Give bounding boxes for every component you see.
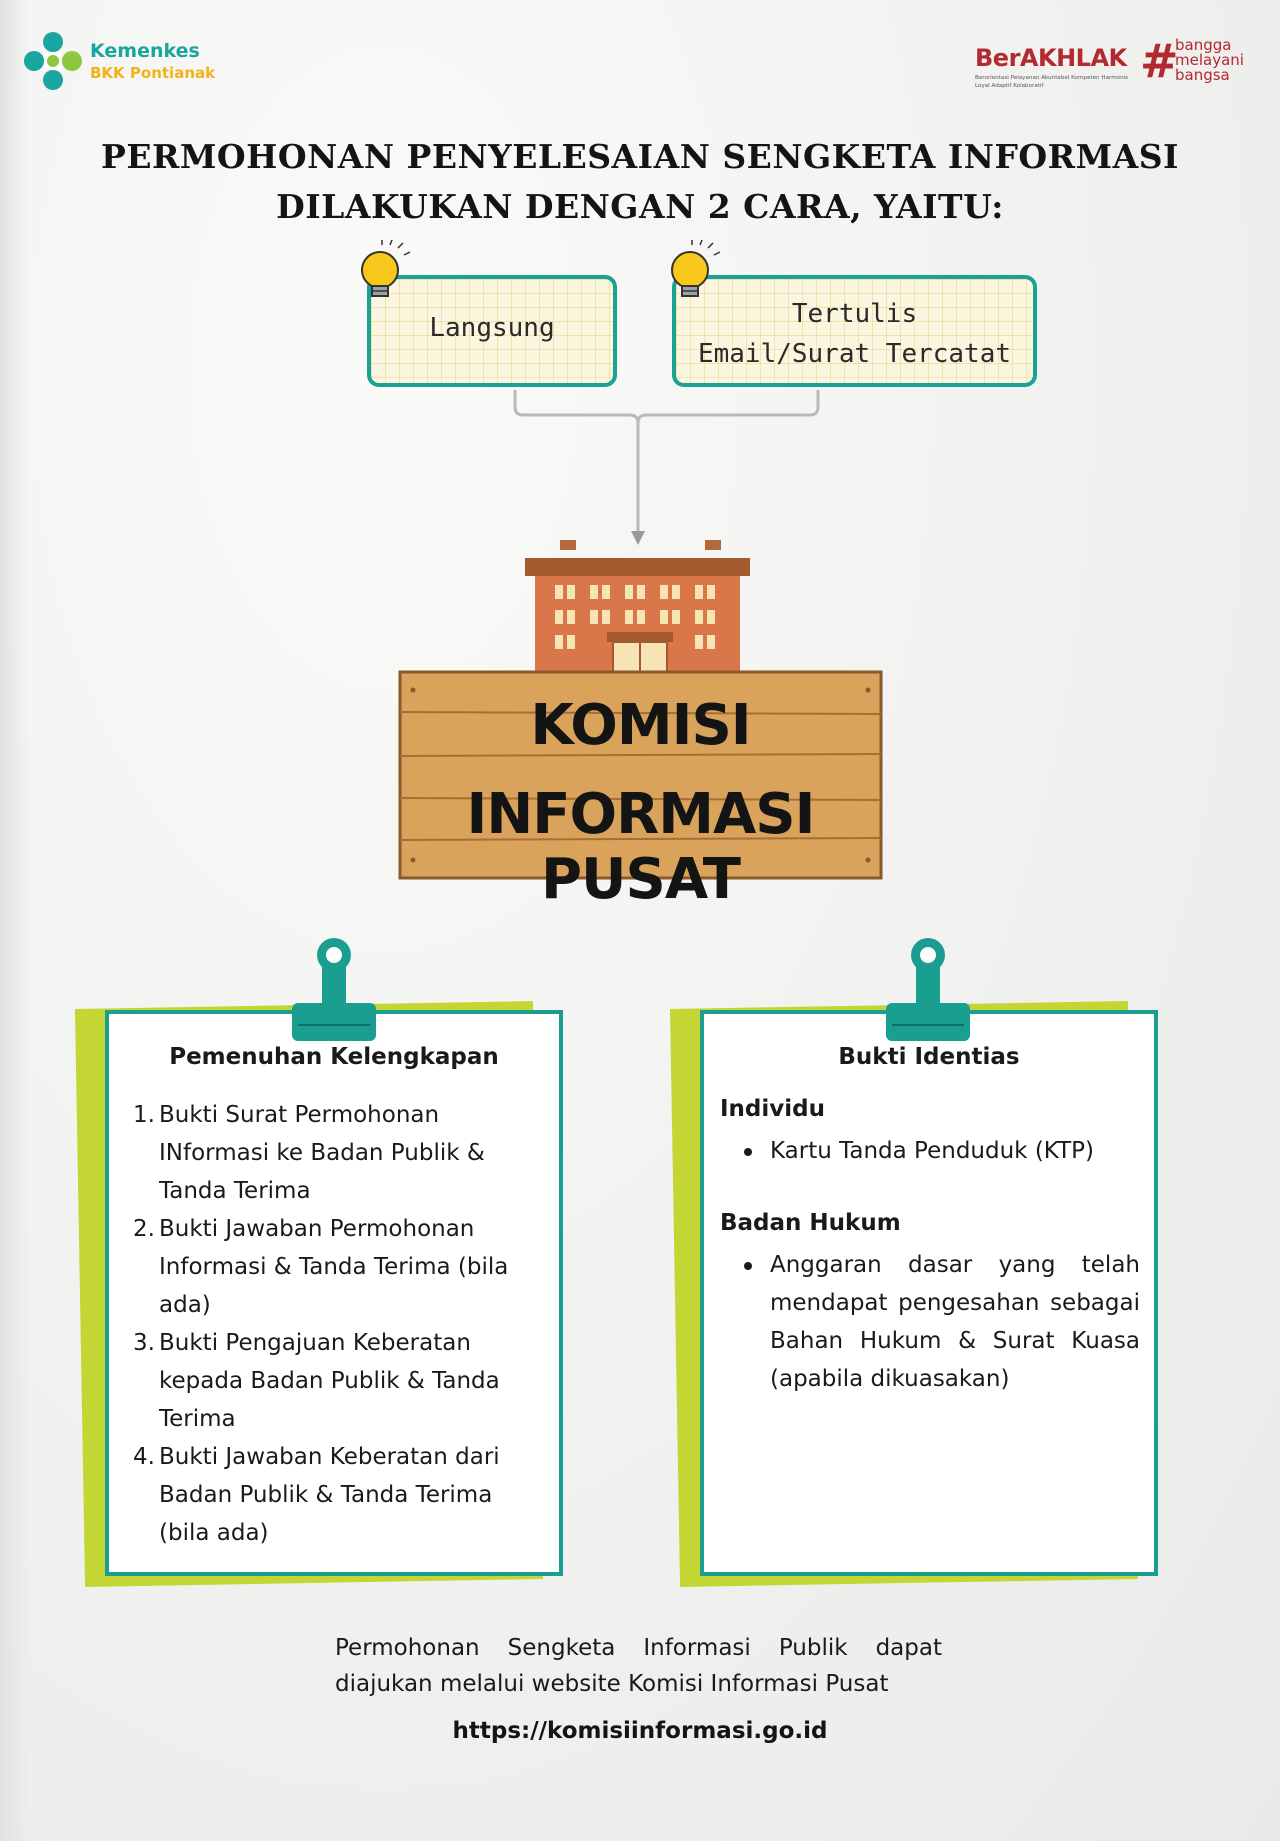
individual-heading: Individu (720, 1096, 825, 1122)
clipboard-clip-icon (878, 935, 978, 1045)
footer-text: Permohonan Sengketa Informasi Publik dapat diajukan melalui website Komisi Informasi Pusat (335, 1635, 942, 1697)
lightbulb-icon (660, 240, 730, 310)
building-icon (525, 540, 755, 690)
list-item (133, 1210, 533, 1324)
title-line-1: PERMOHONAN PENYELESAIAN SENGKETA INFORMASI (101, 137, 1179, 176)
list-number: 2. (133, 1216, 155, 1242)
kemenkes-subtitle: BKK Pontianak (90, 64, 216, 82)
kemenkes-name: Kemenkes (90, 40, 200, 62)
option-written-detail: Email/Surat Tercatat (697, 339, 1012, 369)
connector-arrow (500, 385, 840, 555)
hashtag-icon: # (1140, 34, 1179, 88)
legal-entity-heading: Badan Hukum (720, 1210, 901, 1236)
list-item (133, 1324, 533, 1438)
hashtag-line: bangsa (1175, 66, 1230, 84)
list-text: Bukti Pengajuan Keberatan kepada Badan Publik & Tanda Terima (159, 1330, 500, 1432)
website-link[interactable]: https://komisiinformasi.go.id (452, 1718, 828, 1744)
list-number: 4. (133, 1444, 155, 1470)
requirements-list (133, 1096, 533, 1552)
list-item: Anggaran dasar yang telah mendapat pengesahan sebagai Bahan Hukum & Surat Kuasa (apabila dikuasakan) (744, 1246, 1140, 1398)
hashtag-line: melayani (1175, 51, 1244, 69)
card-title: Pemenuhan Kelengkapan (169, 1044, 499, 1070)
individual-list (744, 1132, 1140, 1170)
option-direct-label: Langsung (429, 313, 555, 343)
page-title (100, 132, 1180, 232)
list-item: Kartu Tanda Penduduk (KTP) (744, 1132, 1140, 1170)
legal-entity-list (744, 1246, 1140, 1398)
sign-line-2: INFORMASI PUSAT (466, 782, 815, 912)
lightbulb-icon (350, 240, 420, 310)
list-text: Bukti Jawaban Permohonan Informasi & Tanda Terima (bila ada) (159, 1216, 509, 1318)
list-number: 3. (133, 1330, 155, 1356)
berakhlak-subtitle: Berorientasi Pelayanan Akuntabel Kompeten Harmonis Loyal Adaptif Kolaboratif (975, 75, 1129, 89)
sign-line-1: KOMISI (530, 693, 751, 758)
list-item (133, 1096, 533, 1210)
option-written-label: Tertulis (791, 299, 918, 329)
kemenkes-logo-icon (22, 30, 84, 92)
card-completeness (105, 1010, 563, 1576)
list-item (133, 1438, 533, 1552)
list-text: Bukti Jawaban Keberatan dari Badan Publik & Tanda Terima (bila ada) (159, 1444, 500, 1546)
hashtag-line: bangga (1175, 36, 1232, 54)
list-number: 1. (133, 1102, 155, 1128)
bangga-melayani-bangsa (1175, 38, 1244, 83)
title-line-2: DILAKUKAN DENGAN 2 CARA, YAITU: (276, 187, 1004, 226)
clipboard-clip-icon (284, 935, 384, 1045)
berakhlak-title: BerAKHLAK (975, 44, 1127, 72)
kemenkes-logo (22, 30, 222, 94)
card-identity (700, 1010, 1158, 1576)
card-title: Bukti Identias (838, 1044, 1020, 1070)
berakhlak-logo (975, 30, 1265, 94)
torn-paper-edge (0, 0, 30, 1841)
list-text: Bukti Surat Permohonan INformasi ke Badan Publik & Tanda Terima (159, 1102, 485, 1204)
